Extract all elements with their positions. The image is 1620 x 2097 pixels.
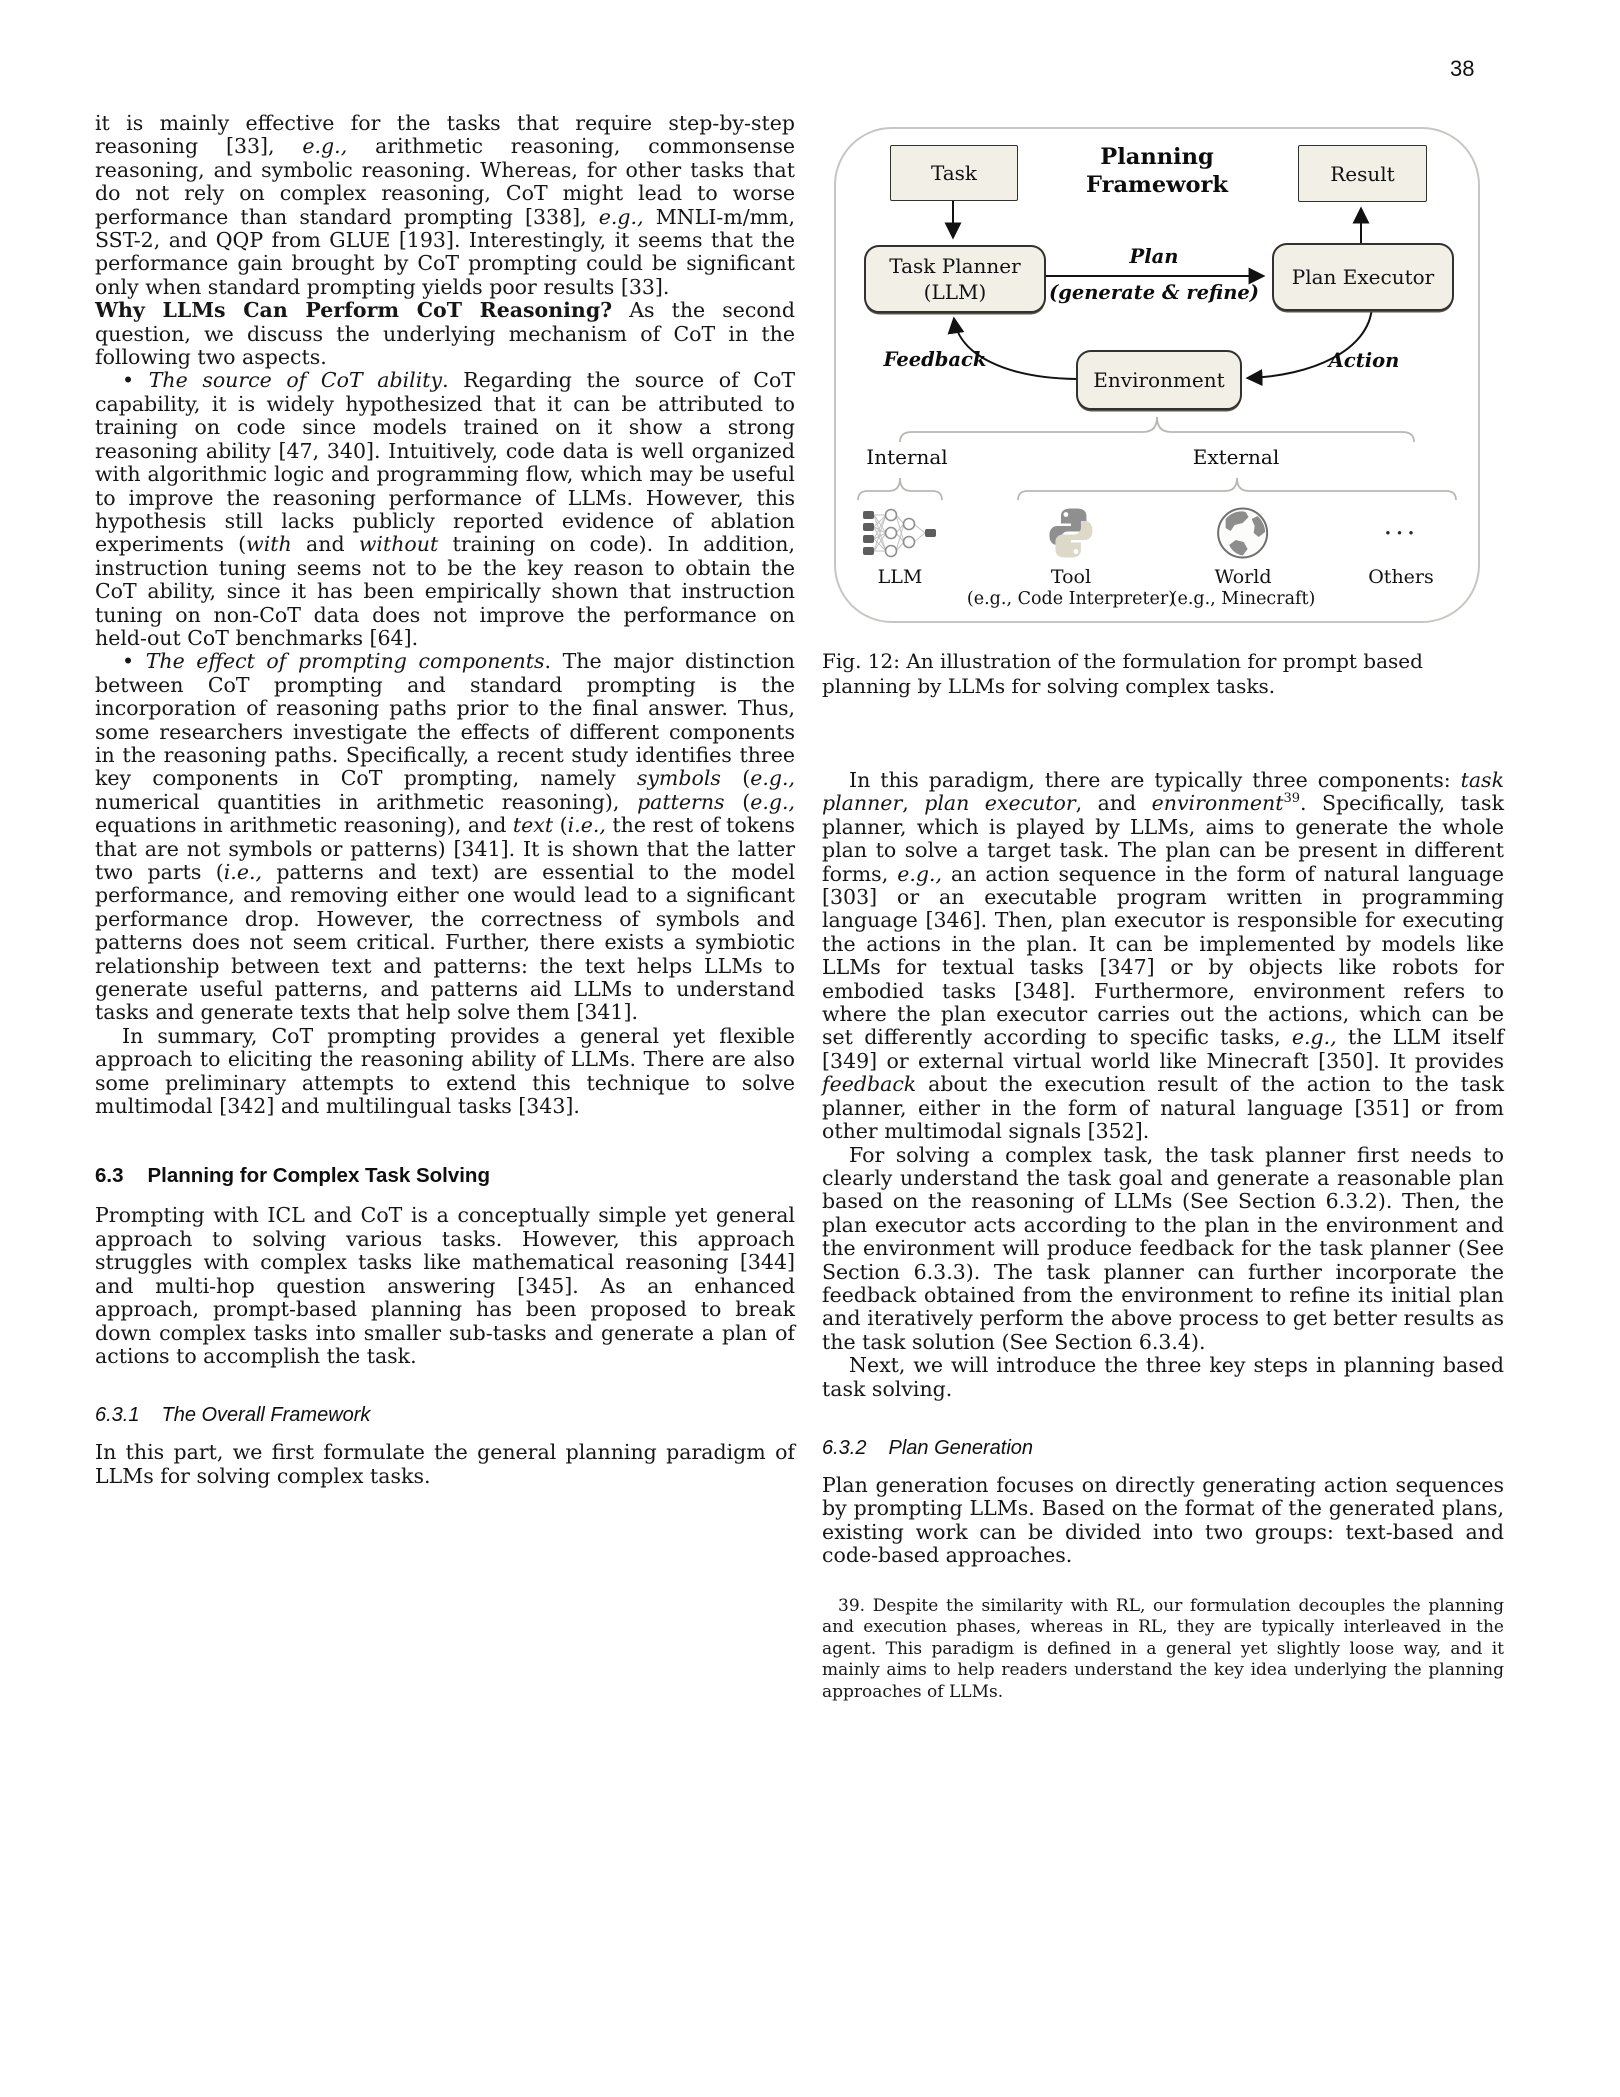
figure-caption: Fig. 12: An illustration of the formulation for prompt based planning by LLMs for solving complex tasks.	[822, 649, 1423, 698]
feedback-edge-label: Feedback	[883, 348, 987, 371]
section-title: Planning for Complex Task Solving	[147, 1164, 490, 1188]
planning-framework-diagram	[834, 127, 1480, 623]
item-label: Others	[1368, 566, 1434, 588]
task-box: Task	[890, 145, 1018, 201]
subsection-heading-6-3-1	[95, 1404, 795, 1427]
item-label: World	[1214, 566, 1272, 588]
page-number: 38	[1450, 56, 1475, 81]
section-number: 6.3	[95, 1164, 124, 1188]
brace-internal-group	[858, 478, 942, 500]
python-icon	[1048, 505, 1094, 561]
environment-box: Environment	[1076, 350, 1242, 410]
item-label: LLM	[877, 566, 923, 588]
diagram-title: Planning Framework	[1086, 144, 1228, 198]
paragraph-cot-summary: In summary, CoT prompting provides a general yet flexible approach to eliciting the reasoning ability of LLMs. There are also some preliminary attempts to extend this technique to solve multimodal [342] and multilingual tasks [343].	[95, 1023, 795, 1119]
paragraph-three-components: In this paradigm, there are typically three components: task planner, plan executor, and environment$^{39}$. Specifically, task planner, which is played by LLMs, aims to generate the whole plan to solve a target task. The plan can be present in different forms, e.g., an action sequence in the form of natural language [303] or an executable program written in programming language [346]. Then, plan executor is responsible for executing the actions in the plan. It can be implemented by models like LLMs for textual tasks [347] or by objects like robots for embodied tasks [348]. Furthermore, environment refers to where the plan executor carries out the actions, which can be set differently according to specific tasks, e.g., the LLM itself [349] or external virtual world like Minecraft [350]. It provides feedback about the execution result of the action to the task planner, either in the form of natural language [351] or from other multimodal signals [352].	[822, 768, 1504, 1144]
paragraph-overall-framework-intro: In this part, we first formulate the general planning paradigm of LLMs for solving complex tasks.	[95, 1440, 795, 1488]
subsection-number: 6.3.2	[822, 1436, 867, 1459]
item-sublabel: (e.g., Minecraft)	[1170, 589, 1316, 609]
environment-item-others	[1368, 505, 1434, 588]
brace-external-group	[1018, 478, 1456, 500]
item-sublabel: (e.g., Code Interpreter)	[966, 589, 1176, 609]
subsection-title: The Overall Framework	[161, 1404, 371, 1427]
right-column	[822, 112, 1504, 1704]
environment-item-world	[1171, 505, 1316, 609]
spacer	[822, 719, 1504, 769]
plan-executor-box: Plan Executor	[1272, 243, 1454, 311]
subsection-heading-6-3-2	[822, 1437, 1504, 1460]
external-group-label: External	[1192, 445, 1280, 469]
result-box: Result	[1298, 145, 1427, 202]
paragraph-why-llms-cot: Why LLMs Can Perform CoT Reasoning? As the second question, we discuss the underlying mechanism of CoT in the following two aspects.	[95, 298, 795, 370]
environment-item-llm	[861, 505, 939, 588]
subsection-number: 6.3.1	[95, 1404, 140, 1427]
action-edge-label: Action	[1328, 349, 1400, 372]
generate-refine-edge-label: (generate & refine)	[1048, 281, 1260, 304]
bullet-source-of-cot-ability: • The source of CoT ability. Regarding the source of CoT capability, it is widely hypothesized that it can be attributed to training on code since models trained on it show a strong reasoning ability [47, 340]. Intuitively, code data is well organized with algorithmic logic and programming flow, which may be useful to improve the reasoning performance of LLMs. However, this hypothesis still lacks publicly reported evidence of ablation experiments (with and without training on code). In addition, instruction tuning seems not to be the key reason to obtain the CoT ability, since it has been empirically shown that instruction tuning on non-CoT data does not improve the performance on held-out CoT benchmarks [64].	[95, 368, 796, 650]
section-heading-6-3	[95, 1164, 795, 1188]
bullet-effect-of-prompting-components: • The effect of prompting components. The major distinction between CoT prompting and standard prompting is the incorporation of reasoning paths prior to the final answer. Thus, some researchers investigate the effects of different components in the reasoning paths. Specifically, a recent study identifies three key components in CoT prompting, namely symbols (e.g., numerical quantities in arithmetic reasoning), patterns (e.g., equations in arithmetic reasoning), and text (i.e., the rest of tokens that are not symbols or patterns) [341]. It is shown that the latter two parts (i.e., patterns and text) are essential to the model performance, and removing either one would lead to a significant performance drop. However, the correctness of symbols and patterns does not seem critical. Further, there exists a symbiotic relationship between text and patterns: the text helps LLMs to generate useful patterns, and patterns aid LLMs to understand tasks and generate texts that help solve them [341].	[95, 649, 796, 1025]
paragraph-cot-effectiveness: it is mainly effective for the tasks that require step-by-step reasoning [33], e.g., arithmetic reasoning, commonsense reasoning, and symbolic reasoning. Whereas, for other tasks that do not rely on complex reasoning, CoT might lead to worse performance than standard prompting [338], e.g., MNLI-m/mm, SST-2, and QQP from GLUE [193]. Interestingly, it seems that the performance gain brought by CoT prompting could be significant only when standard prompting yields poor results [33].	[95, 111, 796, 299]
brace-environment-split	[900, 417, 1414, 442]
paragraph-next-steps: Next, we will introduce the three key steps in planning based task solving.	[822, 1353, 1504, 1401]
footnote-39: 39. Despite the similarity with RL, our formulation decouples the planning and execution phases, whereas in RL, they are typically interleaved in the agent. This paradigm is defined in a general yet slightly loose way, and it mainly aims to help readers understand the key idea underlying the planning approaches of LLMs.	[822, 1595, 1504, 1702]
paragraph-solving-complex-task: For solving a complex task, the task planner first needs to clearly understand the task goal and generate a reasonable plan based on the reasoning of LLMs (See Section 6.3.2). Then, the plan executor acts according to the plan in the environment and the environment will produce feedback for the task planner (See Section 6.3.3). The task planner can further incorporate the feedback obtained from the environment to refine its initial plan and iteratively perform the above process to get better results as the task solution (See Section 6.3.4).	[822, 1142, 1504, 1354]
environment-item-tool	[967, 505, 1175, 609]
ellipsis-icon: ···	[1383, 517, 1419, 549]
task-planner-box: Task Planner (LLM)	[864, 245, 1046, 313]
plan-edge-label: Plan	[1129, 245, 1179, 268]
subsection-title: Plan Generation	[888, 1436, 1034, 1459]
globe-icon	[1216, 505, 1270, 561]
paragraph-planning-intro: Prompting with ICL and CoT is a conceptually simple yet general approach to solving various tasks. However, this approach struggles with complex tasks like mathematical reasoning [344] and multi-hop question answering [345]. As an enhanced approach, prompt-based planning has been proposed to break down complex tasks into smaller sub-tasks and generate a plan of actions to accomplish the task.	[95, 1203, 795, 1368]
paragraph-plan-generation: Plan generation focuses on directly generating action sequences by prompting LLMs. Based on the format of the generated plans, existing work can be divided into two groups: text-based and code-based approaches.	[822, 1472, 1504, 1568]
left-column	[95, 112, 795, 1488]
figure-12	[834, 127, 1504, 623]
item-label: Tool	[1050, 566, 1092, 588]
neural-network-icon	[861, 505, 939, 561]
internal-group-label: Internal	[866, 445, 948, 469]
